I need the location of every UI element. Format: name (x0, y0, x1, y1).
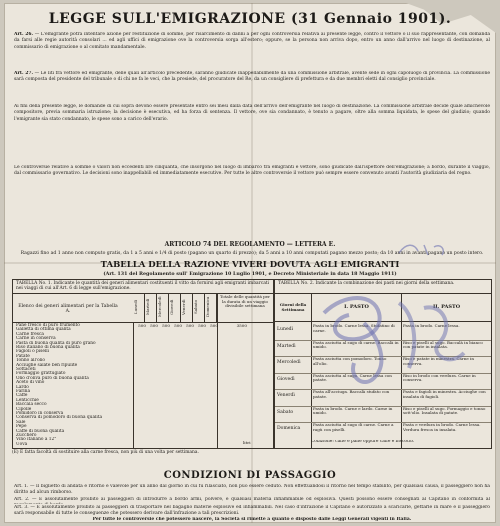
first-row-venerdi: 500 (186, 323, 194, 328)
column-divider (311, 322, 312, 448)
food-item: Formaggio grattugiato (16, 371, 66, 377)
first-row-domenica: 500 (210, 323, 218, 328)
row-divider (275, 422, 491, 423)
days-column-header: Giorni della Settimana (275, 294, 311, 322)
second-meal-cell: Riso in brodo con verdura. Carne in conserva. (403, 373, 476, 383)
meal-day: Sabato (277, 409, 294, 415)
second-meal-cell: Riso e piselli al sugo. Baccalà in bianco con patate in insalata. (403, 340, 483, 350)
first-row-lunedi: 500 (138, 323, 146, 328)
day-header-mercoledi: Mercoledì (157, 294, 169, 322)
first-row-mercoledi: 500 (162, 323, 170, 328)
food-item: Vino italiano a 12° (16, 437, 57, 443)
second-meal-cell: Pasta e verdura in brodo. Carne lessa. Verdura fresca in insalata. (403, 423, 481, 432)
first-meal-cell: Pasta asciutta con pomodoro. Tonno all'olio. (313, 357, 387, 366)
food-item: Olio d'oliva puro di buona qualità (16, 375, 89, 381)
day-header-giovedi: Giovedì (169, 294, 181, 322)
table-1-column-headers (13, 294, 273, 323)
first-meal-cell: Pasta asciutta al sugo di carne. Carne a ragù con piselli. (313, 423, 394, 432)
regulation-title: ARTICOLO 74 DEL REGOLAMENTO — LETTERA E. (164, 241, 336, 248)
second-meal-header: II. PASTO (401, 294, 491, 322)
first-row-sabato: 500 (198, 323, 206, 328)
row-divider (275, 373, 491, 374)
final-note: Per tutte le controversie che potessero nascere, la Società si rimette a quanto è disposto dalle Leggi Generali vigenti in Italia. (92, 517, 412, 522)
first-row-giovedi: 500 (174, 323, 182, 328)
food-item: Uova (16, 441, 28, 447)
day-header-lunedi: Lunedì (133, 294, 145, 322)
row-divider (275, 356, 491, 357)
row-divider (275, 406, 491, 407)
food-item: Pane fresco di puro frumento (16, 323, 80, 328)
article-paragraph-3: Ai fini della presente legge, le domande di cui sopra devono essere presentate entro sei mesi dalla data dell'arrivo dell'emigrante nel luogo di destinazione. La commissione arbitrale decide quale amichevole compositore, previa sommaria istruzione; la decisione è esecutiva, ed ha forza di sentenza. Il vettore, ove sia condannato, è tenuto a pagare, oltre alla somma liquidata, le spese del giudizio; quando l'emigrante sia stato condannato, le spese sono a carico dell'erario. (14, 104, 490, 122)
ration-table-title: TABELLA DELLA RAZIONE VIVERI DOVUTA AGLI EMIGRANTI (100, 260, 400, 270)
second-meal-cell: Pasta in brodo. Carne lessa. (403, 324, 460, 328)
first-meal-cell: Pasta all'acciuga. Baccalà stufato con patate. (313, 390, 390, 399)
breakfast-note: Colazione: caffè e pane oppure caffè e biscotto. (311, 440, 415, 444)
meal-day: Giovedì (277, 376, 295, 382)
page-title (4, 11, 496, 27)
ration-table-subtitle: (Art. 131 del Regolamento sull' Emigrazione 10 Luglio 1901, e Decreto Ministeriale in data 18 Maggio 1911) (103, 271, 397, 277)
food-item: Fagioli o piselli (16, 349, 50, 355)
first-row-martedi: 500 (150, 323, 158, 328)
food-item: Lardo (16, 384, 29, 390)
foods-column-header: Elenco dei generi alimentari per la Tabella A. (18, 304, 118, 314)
children-fare-note: Ragazzi fino ad 1 anno non computo gratis, da 1 a 5 anni e 1/4 di posto (pagano un quarto di prezzo); da 5 anni a 10 anni computati pagano mezzo posto; da 10 anni in avanti pagano un posto intero. (20, 251, 484, 256)
article-paragraph-4: Le controversie relative a somme o valori non eccedenti lire cinquanta, che insorgono nel luogo di imbarco tra emigranti e vettore, sono giudicate dall'ispettore dell'emigrazione; a bordo, durante il viaggio, dal commissario governativo. Le decisioni sono inappellabili ed immediatamente esecutive. Per tutte le altre controversie il vettore può sempre essere convenuto avanti l'autorità giudiziaria del regno. (14, 165, 490, 177)
food-item: Cipolle (16, 406, 32, 412)
conditions-title: CONDIZIONI DI PASSAGGIO (163, 470, 337, 481)
day-header-domenica: Domenica (205, 294, 217, 322)
food-item: Sale (16, 419, 26, 425)
food-item: Galletta di ottima qualità (16, 327, 71, 333)
food-item: Riso italiano di buona qualità (16, 345, 80, 350)
food-item: Pepe (16, 424, 27, 430)
meal-combination-table (274, 279, 492, 449)
day-header-sabato: Sabato (193, 294, 205, 322)
meal-day: Mercoledì (277, 360, 301, 365)
condition-art-3: Art. 3. — È assolutamente proibito ai passeggieri di trasportare nel bagaglio materie esplosive ed infiammabili. Nel caso d'infrazione il Capitano è autorizzato a scaricarle, gettarle in mare e il passeggiero sarà responsabile di tutte le conseguenze che potessero derivare dall'infrazione a tali prescrizioni. (14, 505, 490, 517)
food-item: Carne fresca (16, 331, 44, 337)
food-item: Carne in conserva (16, 336, 56, 342)
day-header-venerdi: Venerdì (181, 294, 193, 322)
first-meal-cell: Pasta in brodo. Carne e lardo. Carne in umido. (313, 406, 393, 416)
food-item: Aceto di vino (16, 380, 45, 386)
document-page (4, 3, 496, 523)
food-item: Pomidoro in conserva (16, 411, 64, 416)
first-row-total: 3500 (236, 323, 247, 328)
first-meal-cell: Pasta in brodo. Carne lessa. Stufatino di carne. (313, 324, 395, 333)
second-meal-cell: Riso e piselli al sugo. Formaggio e tonno sott'olio. Insalata di patate. (403, 406, 486, 416)
first-meal-cell: Pasta asciutta al sugo di carne. Baccalà in umido. (313, 340, 399, 350)
day-header-martedi: Martedì (145, 294, 157, 322)
food-item: Sottaceti (16, 367, 36, 372)
condition-art-2: Art. 2. — È assolutamente proibito ai passeggieri di introdurre a bordo armi, polvere, e qualsiasi materia infiammabile od esplosiva. Questi possono essere consegnati al Capitano in conformità al (14, 497, 490, 502)
ration-quantities-table (12, 279, 274, 449)
litri-label: litri (243, 440, 251, 445)
table-2-heading: TABELLA No. 2. Indicante la combinazione dei pasti nei giorni della settimana. (275, 280, 491, 294)
condition-art-1: Art. 1. — Il biglietto di andata e ritorno è valevole per un anno dal giorno in cui fu rilasciato, non può essere ceduto. Non effettuandosi il ritorno nel tempo stabilito, per qualsiasi causa, il passeggiero non ha diritto ad alcun rimborso. (14, 484, 490, 496)
column-divider (133, 322, 134, 448)
law-title: LEGGE SULL'EMIGRAZIONE (48, 11, 286, 27)
food-item: Zucchero (16, 433, 37, 438)
article-27: Art. 27. — Le liti fra vettore ed emigrante, delle quali all'articolo precedente, saranno giudicate inappellabilmente da una commissione arbitrale, avente sede in ogni capoluogo di provincia. La commissione sarà composta del presidente del tribunale o di chi ne fa le veci, che la presiede, del procuratore del Re, da un consigliere di prefettura e da due membri eletti dal consiglio provinciale. (14, 71, 490, 83)
food-item: Farina (16, 389, 31, 394)
food-item: Lenticchie (16, 397, 39, 403)
food-item: Patate (16, 353, 30, 359)
article-26: Art. 26. — L'emigrante potrà intentare azione per restituzione di somme, per risarcimento di danni a per ogni controversia relativa ai presente legge, contro il vettore o il suo rappresentante, con domanda da farsi alle regie autorità consolari ... ed agli uffici di emigrazione ove la controversia sorga all'estero; oppure, se la persona non arriva dopo, entro un anno dall'arrivo nel luogo di destinazione, al commissario di emigrazione o al comitato mandamentale. (14, 32, 490, 50)
table-footnote: (E) È fatta facoltà di sostituire alla carne fresca, non più di una volta per settimana. (12, 450, 199, 455)
meal-day: Venerdì (277, 393, 295, 398)
row-divider (275, 340, 491, 341)
first-meal-header: I. PASTO (311, 294, 401, 322)
total-column-header: Totale delle quantità per la durata di un viaggio divisibile settimana (220, 294, 270, 309)
food-item: Conserva di pomodoro di buona qualità (16, 415, 103, 421)
food-item: Caffè (16, 393, 28, 399)
law-date: (31 Gennaio 1901). (290, 11, 452, 27)
food-item: Caffè di buona qualità (16, 428, 65, 434)
food-item: Pasta di buona qualità di puro grano (16, 340, 96, 346)
food-item: Tonno all'olio (16, 358, 46, 364)
row-divider (275, 389, 491, 390)
table-1-heading: TABELLA No. 1. Indicante le quantità dei generi alimentari costituenti il vitto da fornirsi agli emigranti imbarcati nei viaggi di cui all'Art. 6 di legge sull'emigrazione. (13, 280, 273, 294)
food-item: Baccalà secco (16, 402, 47, 408)
column-divider (401, 322, 402, 448)
meal-day: Lunedì (277, 327, 294, 332)
meal-day: Martedì (277, 343, 296, 349)
column-divider (217, 322, 218, 448)
first-meal-cell: Pasta asciutta al sugo. Carne lessa con patate. (313, 373, 392, 383)
second-meal-cell: Riso e patate in minestra. Carne in conserva. (403, 357, 474, 366)
second-meal-cell: Pasta e fagioli in minestra. Acciughe con insalata di fagioli. (403, 390, 486, 399)
meal-day: Domenica (277, 426, 301, 431)
food-item: Acciughe salate ben ripulite (16, 362, 78, 368)
